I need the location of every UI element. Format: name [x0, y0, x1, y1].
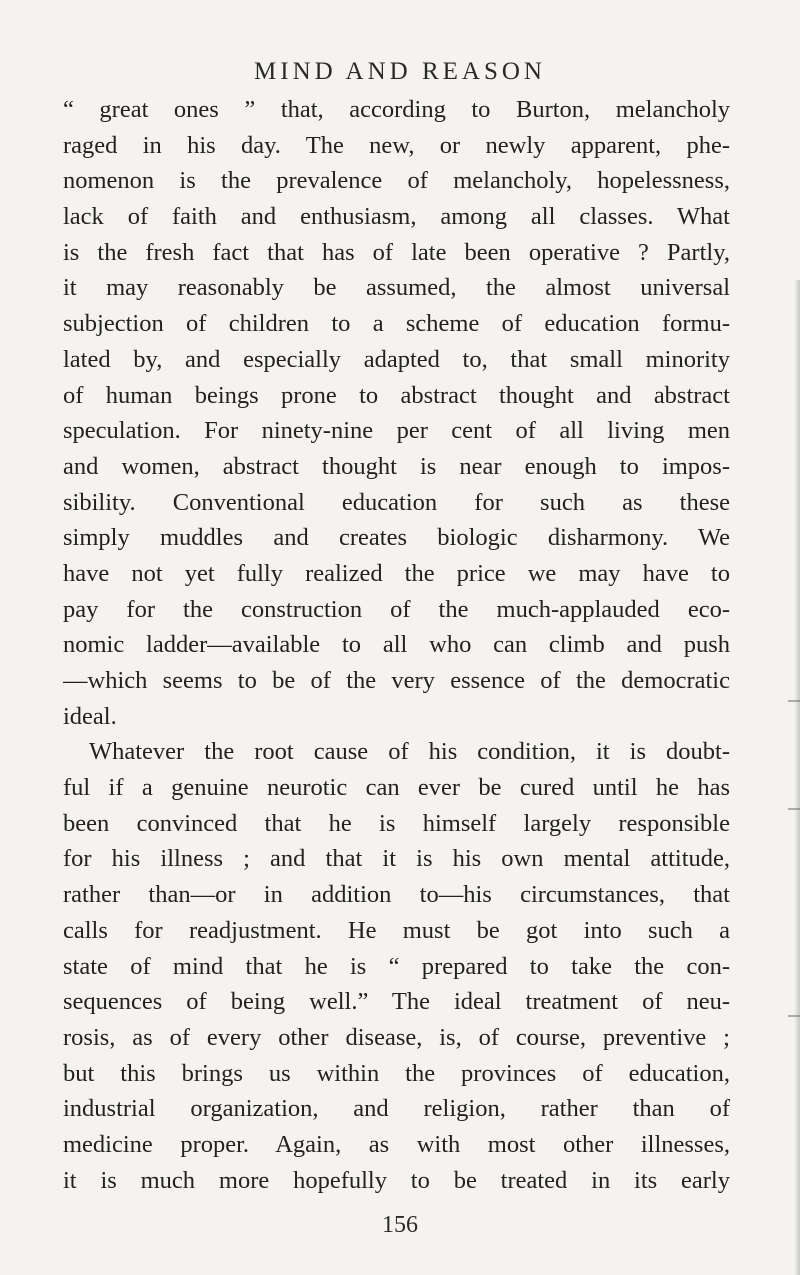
running-head: MIND AND REASON [254, 58, 546, 85]
text-line: rather than—or in addition to—his circumstances, that [63, 881, 730, 909]
text-line: ideal. [63, 702, 117, 730]
text-line: is the fresh fact that has of late been operative ? Partly, [63, 238, 730, 266]
text-line: speculation. For ninety-nine per cent of all living men [63, 417, 730, 445]
text-line: state of mind that he is “ prepared to take the con- [63, 952, 730, 980]
page-edge-mark [788, 1015, 800, 1017]
text-line: raged in his day. The new, or newly apparent, phe- [63, 131, 730, 159]
text-line: “ great ones ” that, according to Burton, melancholy [63, 96, 730, 123]
text-line: simply muddles and creates biologic disharmony. We [63, 524, 730, 552]
text-line: it is much more hopefully to be treated in its early [63, 1166, 730, 1194]
text-line: for his illness ; and that it is his own mental attitude, [63, 845, 730, 873]
paragraph-start-line: Whatever the root cause of his condition, it is doubt- [89, 738, 730, 766]
text-line: rosis, as of every other disease, is, of course, preventive ; [63, 1023, 730, 1051]
text-line: —which seems to be of the very essence of the democratic [63, 667, 730, 694]
page-edge-mark [788, 808, 800, 810]
text-line: nomic ladder—available to all who can climb and push [63, 631, 730, 659]
page-number: 156 [382, 1212, 418, 1238]
body-text [63, 92, 730, 1198]
text-line: have not yet fully realized the price we may have to [63, 559, 730, 587]
text-line: and women, abstract thought is near enough to impos- [63, 452, 730, 480]
text-line: lated by, and especially adapted to, that small minority [63, 345, 730, 373]
text-line: sibility. Conventional education for such as these [63, 488, 730, 516]
text-line: of human beings prone to abstract thought and abstract [63, 381, 730, 409]
text-line: calls for readjustment. He must be got into such a [63, 916, 730, 944]
page-edge-shadow [794, 280, 800, 1275]
text-line: it may reasonably be assumed, the almost universal [63, 274, 730, 302]
text-line: ful if a genuine neurotic can ever be cured until he has [63, 774, 730, 802]
text-line: pay for the construction of the much-applauded eco- [63, 595, 730, 623]
text-line: industrial organization, and religion, rather than of [63, 1095, 730, 1123]
text-line: been convinced that he is himself largely responsible [63, 809, 730, 837]
text-line: but this brings us within the provinces of education, [63, 1059, 730, 1087]
text-line: lack of faith and enthusiasm, among all classes. What [63, 203, 730, 231]
text-line: sequences of being well.” The ideal treatment of neu- [63, 988, 730, 1016]
page-edge-mark [788, 700, 800, 702]
text-line: subjection of children to a scheme of education formu- [63, 310, 730, 338]
text-line: medicine proper. Again, as with most other illnesses, [63, 1130, 730, 1158]
text-line: nomenon is the prevalence of melancholy, hopelessness, [63, 167, 730, 195]
